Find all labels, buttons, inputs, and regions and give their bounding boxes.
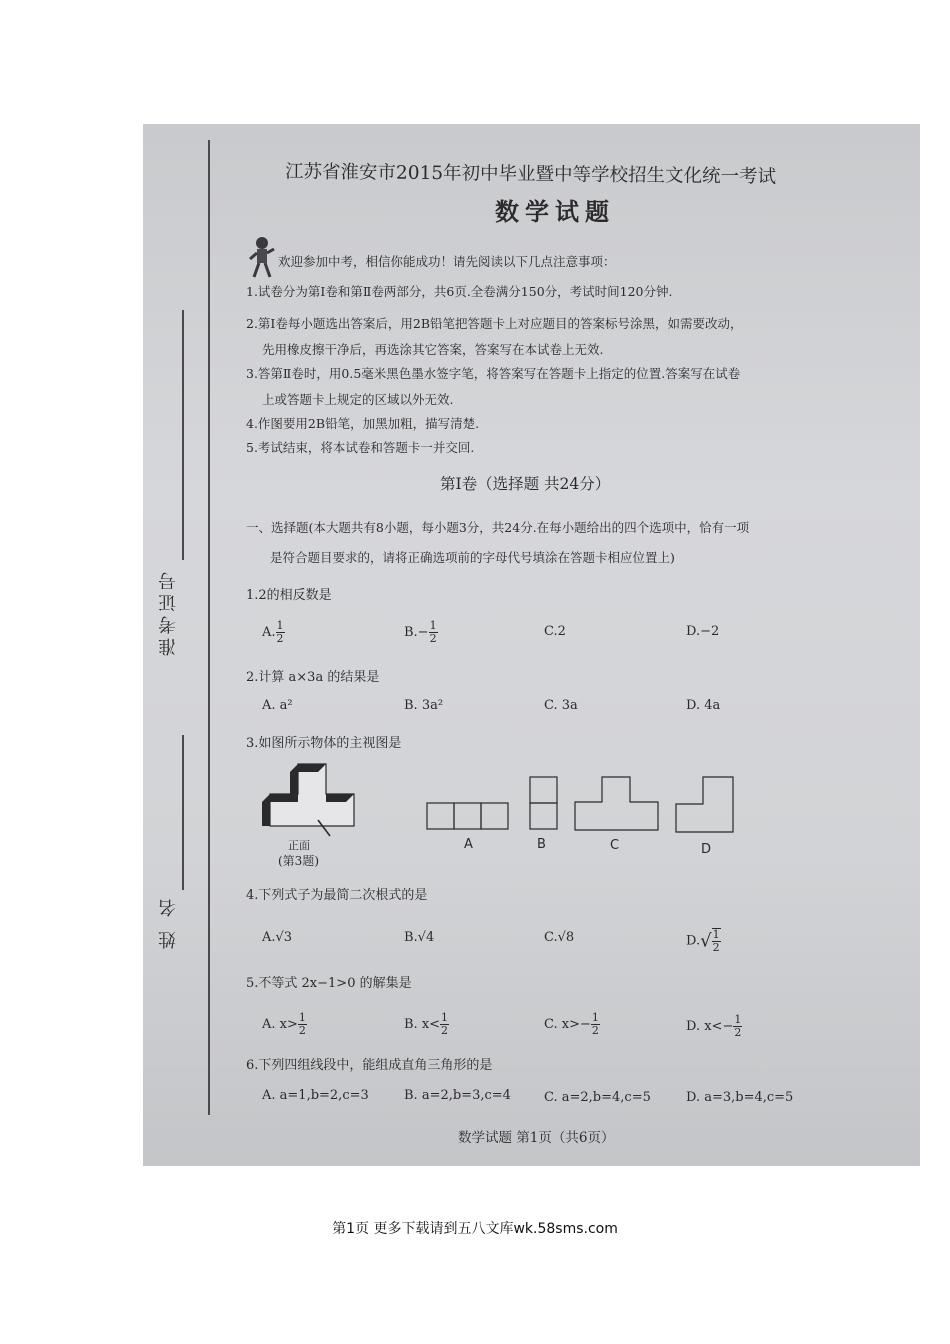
q1-option-b: B.− $\frac{1}{2}$	[404, 619, 437, 645]
section-heading: 第Ⅰ卷（选择题 共24分）	[440, 475, 611, 493]
exam-id-underline	[182, 310, 184, 560]
q3-option-c-figure	[574, 776, 660, 832]
q3-caption: (第3题)	[278, 854, 319, 868]
q3-option-a-figure	[426, 802, 510, 830]
q6-option-b: B. a=2,b=3,c=4	[404, 1088, 511, 1103]
exam-subject: 数学试题	[495, 198, 615, 226]
q6-option-a: A. a=1,b=2,c=3	[262, 1088, 369, 1103]
q4-option-c: C.√8	[544, 930, 575, 945]
q5-option-c: C. x>− $\frac{1}{2}$	[544, 1011, 599, 1037]
welcome-text: 欢迎参加中考，相信你能成功！请先阅读以下几点注意事项：	[278, 254, 616, 269]
name-label: 姓 名	[158, 895, 179, 949]
q3-label-b: B	[537, 837, 546, 852]
q1-option-c: C.2	[544, 624, 566, 639]
note-line: 先用橡皮擦干净后，再选涂其它答案，答案写在本试卷上无效.	[262, 342, 604, 357]
question-2-stem: 2.计算 a×3a 的结果是	[246, 670, 380, 685]
note-line: 5.考试结束，将本试卷和答题卡一并交回.	[246, 440, 475, 455]
q6-option-c: C. a=2,b=4,c=5	[544, 1090, 651, 1105]
q4-option-a: A.√3	[262, 930, 293, 945]
q3-front-label: 正面	[288, 839, 310, 852]
mascot-icon	[248, 235, 276, 279]
q2-option-c: C. 3a	[544, 698, 578, 713]
exam-page-footer: 数学试题 第1页（共6页）	[458, 1130, 615, 1146]
exam-id-label: 准考证号	[158, 568, 179, 656]
q2-option-d: D. 4a	[686, 698, 721, 713]
note-line: 2.第Ⅰ卷每小题选出答案后，用2B铅笔把答题卡上对应题目的答案标号涂黑，如需要改动，	[246, 316, 743, 331]
q1-option-d: D.−2	[686, 624, 720, 639]
note-line: 1.试卷分为第Ⅰ卷和第Ⅱ卷两部分，共6页.全卷满分150分，考试时间120分钟.	[246, 284, 673, 299]
instructions-line: 是符合题目要求的，请将正确选项前的字母代号填涂在答题卡相应位置上)	[270, 550, 675, 565]
note-line: 上或答题卡上规定的区域以外无效.	[262, 392, 454, 407]
question-1-stem: 1.2的相反数是	[246, 588, 332, 603]
q3-option-d-figure	[675, 776, 737, 834]
q5-option-d: D. x<− $\frac{1}{2}$	[686, 1013, 742, 1039]
q3-solid-figure	[262, 764, 362, 834]
question-4-stem: 4.下列式子为最简二次根式的是	[246, 888, 428, 903]
q4-option-b: B.√4	[404, 930, 435, 945]
q1-option-a: A. $\frac{1}{2}$	[262, 619, 284, 645]
question-5-stem: 5.不等式 2x−1>0 的解集是	[246, 976, 412, 991]
q4-option-d: D.√ $\frac{1}{2}$	[686, 928, 720, 954]
q3-label-a: A	[464, 837, 473, 852]
q3-label-c: C	[610, 838, 620, 853]
q5-option-a: A. x> $\frac{1}{2}$	[262, 1011, 306, 1037]
note-line: 4.作图要用2B铅笔，加黑加粗，描写清楚.	[246, 416, 480, 431]
q3-option-b-figure	[529, 776, 559, 832]
q2-option-a: A. a²	[262, 698, 293, 713]
note-line: 3.答第Ⅱ卷时，用0.5毫米黑色墨水签字笔，将答案写在答题卡上指定的位置.答案写在试卷	[246, 366, 741, 381]
exam-photo	[143, 124, 920, 1166]
document-footer: 第1页 更多下载请到五八文库wk.58sms.com	[332, 1221, 618, 1237]
q5-option-b: B. x< $\frac{1}{2}$	[404, 1011, 449, 1037]
question-3-stem: 3.如图所示物体的主视图是	[246, 736, 402, 751]
q6-option-d: D. a=3,b=4,c=5	[686, 1090, 794, 1105]
q2-option-b: B. 3a²	[404, 698, 444, 713]
exam-title: 江苏省淮安市2015年初中毕业暨中等学校招生文化统一考试	[284, 161, 777, 188]
question-6-stem: 6.下列四组线段中，能组成直角三角形的是	[246, 1058, 493, 1073]
name-underline	[182, 735, 184, 890]
binding-line	[208, 140, 210, 1115]
instructions-line: 一、选择题(本大题共有8小题，每小题3分，共24分.在每小题给出的四个选项中，恰有一项	[246, 520, 750, 535]
q3-label-d: D	[701, 842, 712, 857]
